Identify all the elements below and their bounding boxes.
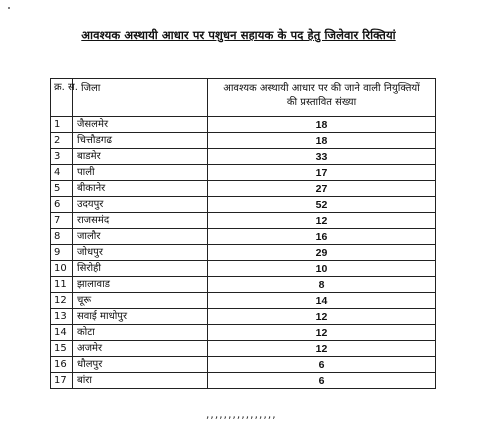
row-serial: 15 xyxy=(51,341,73,357)
row-serial: 3 xyxy=(51,149,73,165)
row-serial: 16 xyxy=(51,357,73,373)
row-count: 18 xyxy=(208,117,436,133)
row-serial: 8 xyxy=(51,229,73,245)
row-district: बाडमेर xyxy=(73,149,208,165)
row-count: 12 xyxy=(208,325,436,341)
row-district: राजसमंद xyxy=(73,213,208,229)
row-district: बीकानेर xyxy=(73,181,208,197)
row-count: 6 xyxy=(208,373,436,389)
row-district: जैसलमेर xyxy=(73,117,208,133)
row-count: 12 xyxy=(208,341,436,357)
table-body xyxy=(51,117,436,389)
row-district: सिरोही xyxy=(73,261,208,277)
table-row xyxy=(51,229,436,245)
row-count: 52 xyxy=(208,197,436,213)
table-row xyxy=(51,357,436,373)
row-count: 6 xyxy=(208,357,436,373)
table-row xyxy=(51,197,436,213)
table-row xyxy=(51,325,436,341)
row-count: 27 xyxy=(208,181,436,197)
row-district: अजमेर xyxy=(73,341,208,357)
table-header-row xyxy=(51,79,436,117)
footer-mark: ,,,,,,,,,,,,,,,, xyxy=(205,411,276,421)
table-row xyxy=(51,309,436,325)
table-row xyxy=(51,117,436,133)
table-row xyxy=(51,341,436,357)
table-row xyxy=(51,261,436,277)
row-serial: 4 xyxy=(51,165,73,181)
row-district: जोधपुर xyxy=(73,245,208,261)
header-count: आवश्यक अस्थायी आधार पर की जाने वाली नियुक्तियों की प्रस्तावित संख्या xyxy=(208,79,436,117)
row-serial: 10 xyxy=(51,261,73,277)
row-serial: 12 xyxy=(51,293,73,309)
table-row xyxy=(51,245,436,261)
header-district: जिला xyxy=(73,79,208,117)
row-district: जालौर xyxy=(73,229,208,245)
row-serial: 14 xyxy=(51,325,73,341)
table-row xyxy=(51,165,436,181)
row-district: धौलपुर xyxy=(73,357,208,373)
row-serial: 1 xyxy=(51,117,73,133)
row-serial: 6 xyxy=(51,197,73,213)
row-district: उदयपुर xyxy=(73,197,208,213)
row-district: सवाई माधोपुर xyxy=(73,309,208,325)
row-count: 29 xyxy=(208,245,436,261)
row-district: झालावाड xyxy=(73,277,208,293)
row-serial: 11 xyxy=(51,277,73,293)
row-count: 12 xyxy=(208,309,436,325)
table-row xyxy=(51,213,436,229)
vacancy-table xyxy=(50,78,436,389)
page-dot xyxy=(8,7,10,9)
page-title: आवश्यक अस्थायी आधार पर पशुधन सहायक के पद हेतु जिलेवार रिक्तियां xyxy=(81,28,396,42)
row-district: बांरा xyxy=(73,373,208,389)
row-district: चित्तौडगढ xyxy=(73,133,208,149)
table-row xyxy=(51,181,436,197)
table-row xyxy=(51,277,436,293)
row-count: 10 xyxy=(208,261,436,277)
row-serial: 17 xyxy=(51,373,73,389)
row-count: 8 xyxy=(208,277,436,293)
row-serial: 2 xyxy=(51,133,73,149)
header-serial: क्र. स. xyxy=(51,79,73,117)
table-row xyxy=(51,373,436,389)
table-row xyxy=(51,149,436,165)
row-serial: 9 xyxy=(51,245,73,261)
row-count: 33 xyxy=(208,149,436,165)
row-count: 16 xyxy=(208,229,436,245)
table-row xyxy=(51,293,436,309)
row-serial: 13 xyxy=(51,309,73,325)
table-row xyxy=(51,133,436,149)
row-serial: 5 xyxy=(51,181,73,197)
row-district: चूरू xyxy=(73,293,208,309)
row-district: पाली xyxy=(73,165,208,181)
row-count: 14 xyxy=(208,293,436,309)
row-count: 17 xyxy=(208,165,436,181)
row-district: कोटा xyxy=(73,325,208,341)
row-count: 12 xyxy=(208,213,436,229)
row-count: 18 xyxy=(208,133,436,149)
row-serial: 7 xyxy=(51,213,73,229)
